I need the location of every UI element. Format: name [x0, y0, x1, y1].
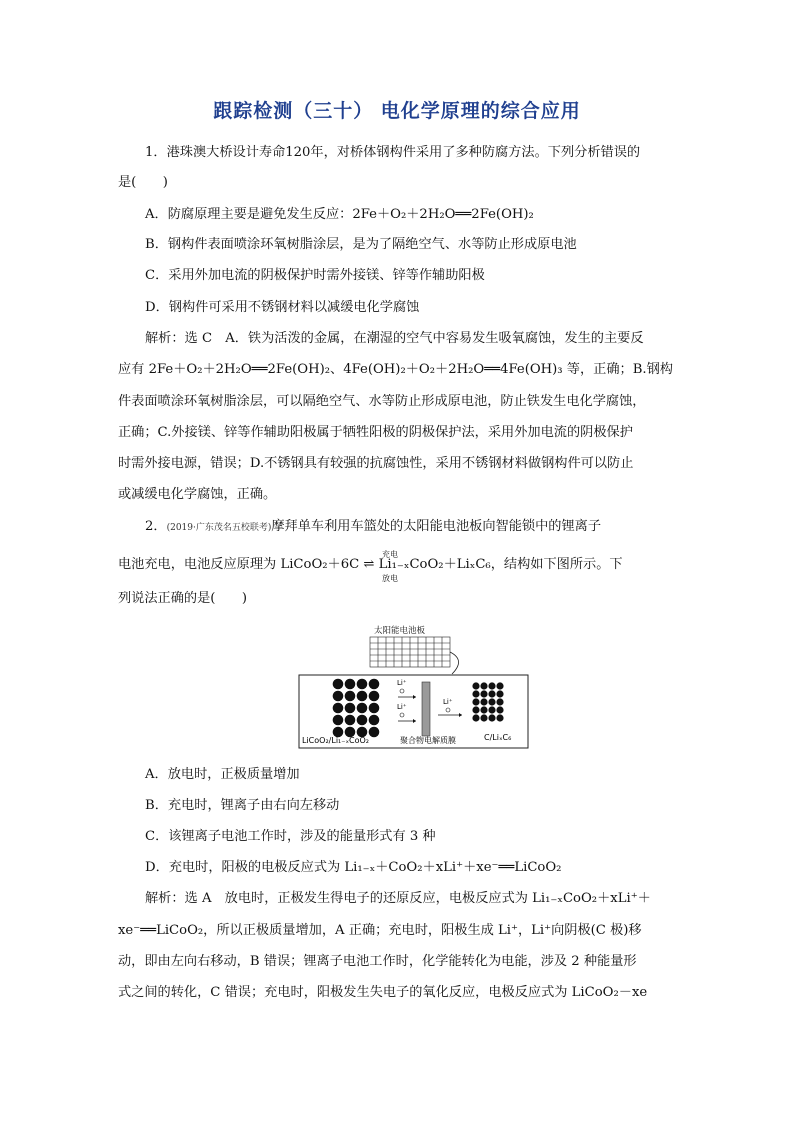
q1-option-d: D．钢构件可采用不锈钢材料以减缓电化学腐蚀 — [145, 300, 420, 315]
left-electrode-label: LiCoO₂/Li₁₋ₓCoO₂ — [302, 736, 370, 745]
membrane-label: 聚合物电解质膜 — [400, 736, 456, 745]
q2-analysis-line: 解析：选 A 放电时，正极发生得电子的还原反应，电极反应式为 Li₁₋ₓCoO₂＋xLi⁺＋ — [145, 891, 651, 906]
q2-analysis-line: 动，即由左向右移动，B 错误；锂离子电池工作时，化学能转化为电能，涉及 2 种能量形 — [118, 954, 637, 969]
right-electrode-label: C/LiₓC₆ — [484, 733, 512, 742]
q1-analysis-line: 正确；C.外接镁、锌等作辅助阳极属于牺牲阳极的阴极保护法，采用外加电流的阴极保护 — [118, 425, 633, 440]
q2-analysis-line: 式之间的转化，C 错误；充电时，阳极发生失电子的氧化反应，电极反应式为 LiCoO₂－xe — [118, 985, 648, 1000]
q2-stem-line2: 电池充电，电池反应原理为 LiCoO₂＋6C ⇌ Li₁₋ₓCoO₂＋LiₓC₆，结构如下图所示。下 — [118, 557, 623, 572]
q2-option-a: A．放电时，正极质量增加 — [145, 767, 300, 782]
ion-dot-right — [446, 708, 450, 712]
q1-analysis-line: 件表面喷涂环氧树脂涂层，可以隔绝空气、水等防止形成原电池，防止铁发生电化学腐蚀， — [118, 394, 646, 409]
ion-label-bottom: Li⁺ — [397, 703, 407, 711]
q2-number: 2． — [145, 519, 167, 534]
ion-arrowhead-bottom — [413, 719, 416, 723]
battery-diagram — [298, 622, 530, 750]
q2-charge-label: 充电 — [382, 550, 398, 559]
ion-arrowhead-top — [413, 695, 416, 699]
solar-panel — [370, 637, 450, 667]
q2-stem-text: 摩拜单车利用车篮处的太阳能电池板向智能锁中的锂离子 — [271, 519, 602, 534]
q2-option-b: B．充电时，锂离子由右向左移动 — [145, 798, 340, 813]
q1-analysis-line: 解析：选 C A．铁为活泼的金属，在潮湿的空气中容易发生吸氧腐蚀，发生的主要反 — [145, 331, 644, 346]
q1-option-c: C．采用外加电流的阴极保护时需外接镁、锌等作辅助阳极 — [145, 268, 485, 283]
q1-option-a: A．防腐原理主要是避免发生反应：2Fe＋O₂＋2H₂O══2Fe(OH)₂ — [145, 207, 534, 222]
q2-source: (2019·广东茂名五校联考) — [166, 523, 272, 533]
q2-option-d: D．充电时，阳极的电极反应式为 Li₁₋ₓ＋CoO₂＋xLi⁺＋xe⁻══LiCoO₂ — [145, 860, 562, 875]
q2-stem-line3: 列说法正确的是( ) — [118, 591, 247, 606]
ion-label-top: Li⁺ — [397, 679, 407, 687]
q1-analysis-line: 应有 2Fe＋O₂＋2H₂O══2Fe(OH)₂、4Fe(OH)₂＋O₂＋2H₂O══4Fe(OH)₃ 等，正确；B.钢构 — [118, 362, 673, 377]
wire-curve — [450, 652, 459, 674]
ion-label-right: Li⁺ — [443, 698, 453, 706]
ion-dot-bottom — [400, 713, 404, 717]
ion-arrowhead-right — [459, 713, 462, 717]
q2-stem-line1 — [145, 518, 678, 537]
right-electrode-particles — [472, 682, 503, 721]
q1-analysis-line: 时需外接电源，错误；D.不锈钢具有较强的抗腐蚀性，采用不锈钢材料做钢构件可以防止 — [118, 456, 634, 471]
left-electrode-particles — [333, 679, 380, 738]
polymer-membrane — [422, 682, 430, 736]
q1-stem-line1: 1．港珠澳大桥设计寿命120年，对桥体钢构件采用了多种防腐方法。下列分析错误的 — [145, 145, 641, 160]
q2-discharge-label: 放电 — [382, 574, 398, 583]
q2-analysis-line: xe⁻══LiCoO₂，所以正极质量增加，A 正确；充电时，阳极生成 Li⁺，Li⁺向阴极(C 极)移 — [118, 923, 642, 938]
page-title: 跟踪检测（三十） 电化学原理的综合应用 — [213, 100, 581, 122]
solar-panel-label: 太阳能电池板 — [374, 626, 426, 636]
q2-option-c: C．该锂离子电池工作时，涉及的能量形式有 3 种 — [145, 829, 436, 844]
q1-stem-line2: 是( ) — [118, 175, 168, 190]
q1-option-b: B．钢构件表面喷涂环氧树脂涂层，是为了隔绝空气、水等防止形成原电池 — [145, 237, 577, 252]
ion-dot-top — [400, 689, 404, 693]
q1-analysis-line: 或减缓电化学腐蚀，正确。 — [118, 487, 277, 502]
